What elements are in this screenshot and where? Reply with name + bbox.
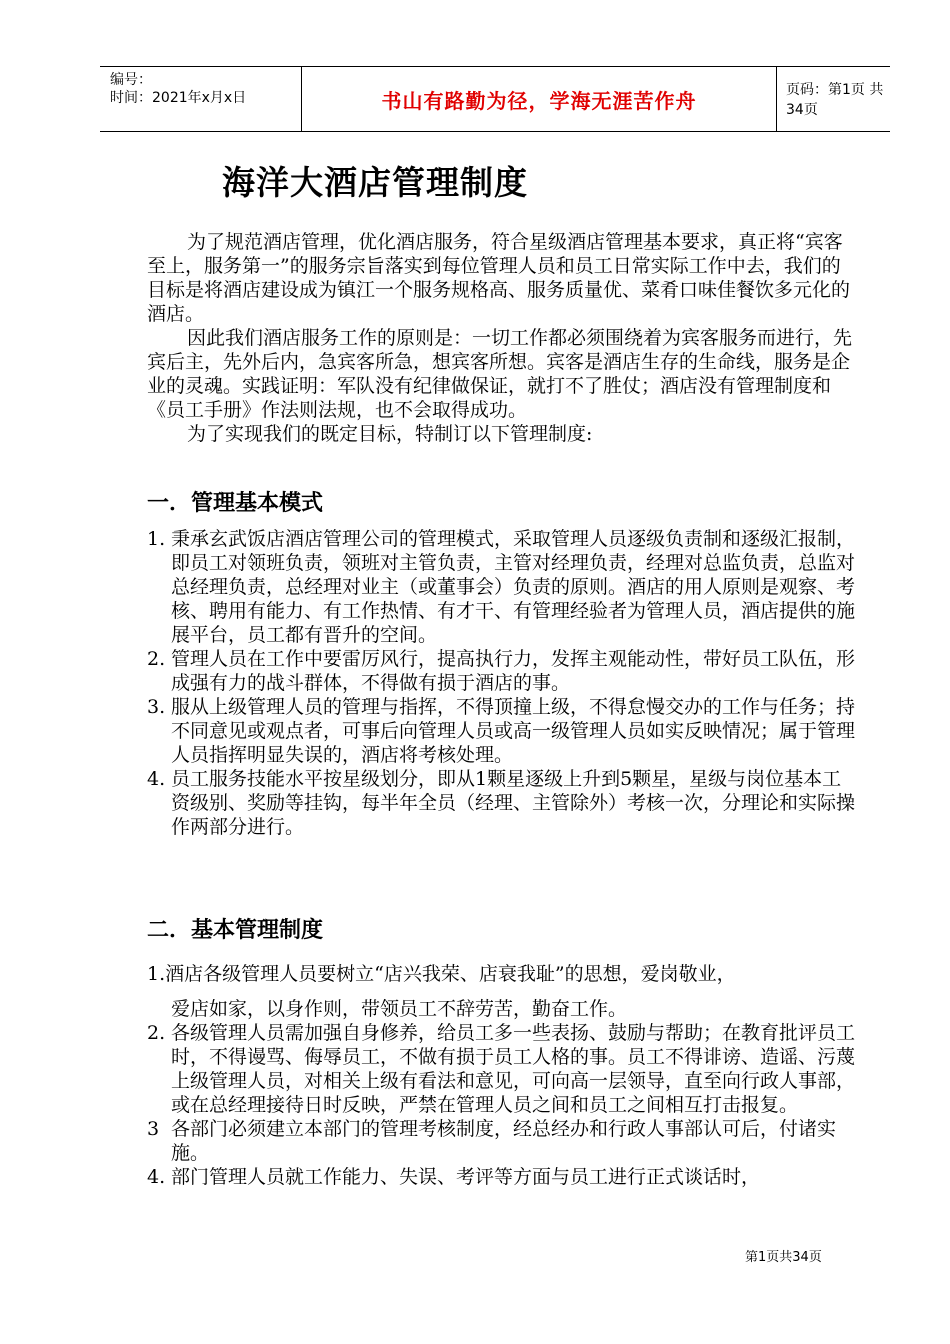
intro-paragraph: 因此我们酒店服务工作的原则是：一切工作都必须围绕着为宾客服务而进行，先宾后主，先外后内，急宾客所急，想宾客所想。宾客是酒店生存的生命线，服务是企业的灵魂。实践证明：军队没有纪律做保证，就打不了胜仗；酒店没有管理制度和《员工手册》作法则法规，也不会取得成功。 [147, 327, 853, 421]
section-heading-basic-rules: 二．基本管理制度 [147, 918, 324, 943]
list-item [147, 767, 855, 839]
header-page-number: 页码：第1页 共34页 [786, 82, 884, 118]
list-item [147, 1165, 855, 1189]
list-item-text: 各部门必须建立本部门的管理考核制度，经总经办和行政人事部认可后，付诸实施。 [171, 1118, 837, 1164]
list-item [147, 1117, 855, 1165]
list-item-text: 秉承玄武饭店酒店管理公司的管理模式，采取管理人员逐级负责制和逐级汇报制，即员工对领班负责，领班对主管负责，主管对经理负责，经理对总监负责，总监对总经理负责，总经理对业主（或董事会）负责的原则。酒店的用人原则是观察、考核、聘用有能力、有工作热情、有才干、有管理经验者为管理人员，酒店提供的施展平台，员工都有晋升的空间。 [171, 528, 856, 646]
list-item-number: 4. [147, 768, 166, 790]
list-item [147, 527, 855, 647]
section2-list [147, 962, 855, 1189]
list-item-number: 1. [147, 528, 166, 550]
list-item-number: 3. [147, 696, 166, 718]
header-meta [100, 67, 300, 131]
header-divider [776, 67, 777, 131]
intro-section [147, 230, 855, 446]
list-item-text: 爱店如家，以身作则，带领员工不辞劳苦，勤奋工作。 [171, 998, 628, 1020]
list-item-text: 服从上级管理人员的管理与指挥，不得顶撞上级，不得怠慢交办的工作与任务；持不同意见或观点者，可事后向管理人员或高一级管理人员如实反映情况；属于管理人员指挥明显失误的，酒店将考核处理。 [171, 696, 856, 766]
section-heading-basic-mode: 一．管理基本模式 [147, 491, 324, 516]
list-item-number: 1. [147, 963, 166, 985]
list-item-text: 酒店各级管理人员要树立“店兴我荣、店衰我耻”的思想，爱岗敬业， [165, 963, 736, 985]
list-item-number: 2. [147, 1022, 166, 1044]
list-item-text: 员工服务技能水平按星级划分，即从1颗星逐级上升到5颗星，星级与岗位基本工资级别、奖励等挂钩，每半年全员（经理、主管除外）考核一次，分理论和实际操作两部分进行。 [171, 768, 856, 838]
document-number-label: 编号： [110, 72, 152, 88]
list-item-number: 4. [147, 1166, 166, 1188]
list-item-text: 管理人员在工作中要雷厉风行，提高执行力，发挥主观能动性，带好员工队伍，形成强有力的战斗群体，不得做有损于酒店的事。 [171, 648, 856, 694]
list-item [147, 962, 855, 1021]
list-item-number: 2. [147, 648, 166, 670]
list-item [147, 695, 855, 767]
header-motto: 书山有路勤为径，学海无涯苦作舟 [381, 88, 697, 113]
section1-list [147, 527, 855, 839]
page-footer: 第1页共34页 [745, 1250, 822, 1265]
list-item [147, 1021, 855, 1117]
list-item-number: 3 [147, 1118, 160, 1140]
list-item-text: 部门管理人员就工作能力、失误、考评等方面与员工进行正式谈话时， [171, 1166, 761, 1188]
document-title: 海洋大酒店管理制度 [222, 163, 528, 202]
document-time-label: 时间：2021年x月x日 [110, 90, 247, 106]
intro-paragraph: 为了规范酒店管理，优化酒店服务，符合星级酒店管理基本要求，真正将“宾客至上，服务第一”的服务宗旨落实到每位管理人员和员工日常实际工作中去，我们的目标是将酒店建设成为镇江一个服务规格高、服务质量优、菜肴口味佳餐饮多元化的酒店。 [147, 231, 851, 325]
page-header [100, 66, 890, 132]
list-item [147, 647, 855, 695]
list-item-text: 各级管理人员需加强自身修养，给员工多一些表扬、鼓励与帮助；在教育批评员工时，不得谩骂、侮辱员工，不做有损于员工人格的事。员工不得诽谤、造谣、污蔑上级管理人员，对相关上级有看法和意见，可向高一层领导，直至向行政人事部，或在总经理接待日时反映，严禁在管理人员之间和员工之间相互打击报复。 [171, 1022, 856, 1116]
intro-paragraph: 为了实现我们的既定目标，特制订以下管理制度: [187, 423, 593, 445]
